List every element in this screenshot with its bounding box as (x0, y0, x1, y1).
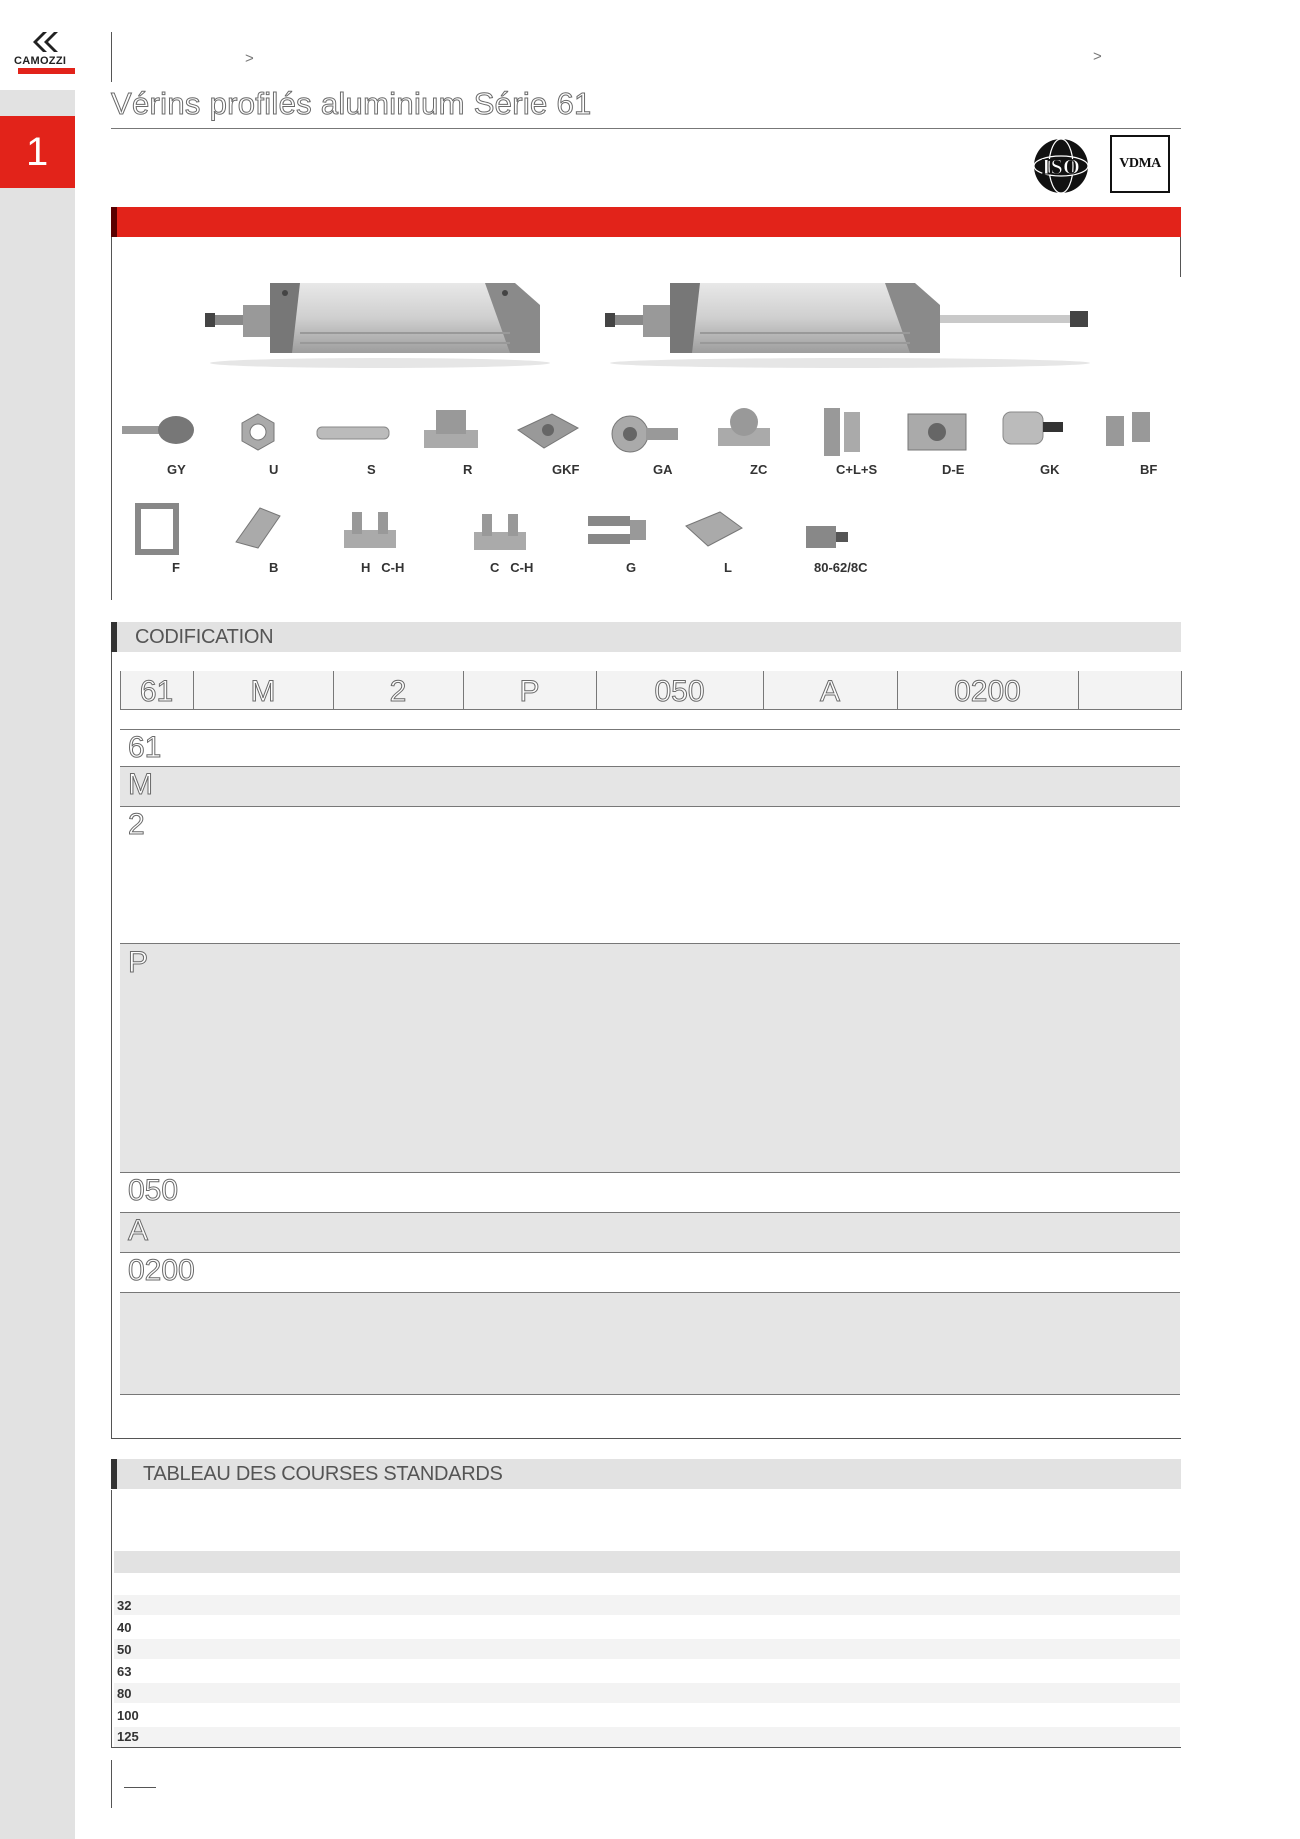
side-strip (0, 0, 75, 1839)
table-row (114, 1617, 1180, 1637)
clevis-cls-icon (818, 402, 866, 460)
accessory-label: GY (167, 462, 186, 477)
cylinder-image (200, 275, 550, 370)
code-row-bg (120, 1212, 1180, 1252)
bore-label: 63 (117, 1664, 132, 1679)
accessory-label: GKF (552, 462, 580, 477)
footer-divider (111, 1760, 112, 1808)
code-row-bg (120, 943, 1180, 1172)
angle-bracket-b-icon (230, 502, 286, 552)
cylinder-extended-image (600, 275, 1100, 370)
logo-underline (18, 68, 75, 74)
accessory-label: U (269, 462, 279, 477)
accessory-label: GK (1040, 462, 1060, 477)
frame-line (1180, 237, 1181, 277)
code-segment-stroke: 0200 (954, 675, 1021, 708)
row-separator (120, 729, 1180, 730)
frame-line (111, 1747, 1181, 1748)
strokes-title: TABLEAU DES COURSES STANDARDS (143, 1463, 503, 1485)
codification-title: CODIFICATION (135, 626, 274, 648)
row-separator (120, 943, 1180, 944)
pin-icon (315, 420, 391, 446)
row-separator (120, 1252, 1180, 1253)
code-row-stroke: 0200 (128, 1254, 195, 1287)
bore-label: 40 (117, 1620, 132, 1635)
feet-bf-icon (1102, 406, 1156, 454)
header-divider (111, 32, 112, 82)
clevis-h-icon (340, 506, 400, 554)
table-row (114, 1683, 1180, 1703)
row-separator (120, 766, 1180, 767)
table-row (114, 1705, 1180, 1725)
frame-line (111, 1438, 1181, 1439)
flange-de-icon (904, 406, 970, 456)
page-title: Vérins profilés aluminium Série 61 (111, 86, 592, 121)
row-separator (120, 1172, 1180, 1173)
row-separator (120, 1212, 1180, 1213)
accessory-label: R (463, 462, 473, 477)
nut-icon (236, 410, 280, 454)
vdma-badge (1110, 135, 1170, 193)
code-row-mounting: M (128, 768, 153, 801)
code-segment-cushioning: P (519, 675, 540, 708)
iso-text: ISO (1042, 154, 1080, 179)
logo-text: CAMOZZI (14, 55, 67, 67)
row-separator (120, 1394, 1180, 1395)
frame-line (111, 237, 112, 600)
code-row-bg (120, 1292, 1180, 1394)
accessory-label: H C-H (361, 560, 405, 575)
code-row-bg (120, 766, 1180, 806)
accessory-label: D-E (942, 462, 965, 477)
adaptor-icon (802, 518, 852, 554)
foot-l-icon (680, 506, 746, 552)
accessory-label: ZC (750, 462, 768, 477)
bore-label: 125 (117, 1729, 139, 1744)
clevis-c-icon (470, 508, 530, 554)
rod-end-gy-icon (118, 410, 204, 450)
title-rule (111, 128, 1181, 129)
chapter-tab[interactable]: 1 (0, 116, 75, 188)
table-row (114, 1595, 1180, 1615)
bore-label: 32 (117, 1598, 132, 1613)
code-segment-series: 61 (139, 675, 174, 708)
code-row-bore: 050 (128, 1174, 179, 1207)
code-row-operation: 2 (128, 808, 145, 841)
product-band (111, 207, 1181, 237)
bore-label: 100 (117, 1708, 139, 1723)
row-separator (120, 806, 1180, 807)
code-segment-bore: 050 (654, 675, 705, 708)
code-segment-variant (1078, 671, 1180, 709)
logo (0, 0, 75, 90)
footer-rule (124, 1787, 156, 1788)
bore-label: 50 (117, 1642, 132, 1657)
bore-label: 80 (117, 1686, 132, 1701)
strokes-table-head (114, 1551, 1180, 1573)
accessory-label: GA (653, 462, 673, 477)
code-row-material: A (128, 1214, 149, 1247)
accessory-label: S (367, 462, 376, 477)
code-row-series: 61 (128, 731, 162, 764)
accessory-label: L (724, 560, 732, 575)
code-row-cushioning: P (128, 946, 149, 979)
accessory-label: C C-H (490, 560, 534, 575)
frame-line (111, 652, 112, 1439)
accessory-label: 80-62/8C (814, 560, 868, 575)
accessory-label: G (626, 560, 637, 575)
camozzi-logo-icon (30, 30, 60, 54)
frame-line (111, 1490, 112, 1748)
table-row (114, 1727, 1180, 1747)
code-segment-material: A (819, 675, 840, 708)
plate-gkf-icon (512, 406, 582, 456)
vdma-text: VDMA (1119, 156, 1161, 171)
accessory-label: F (172, 560, 180, 575)
product-band-marker (111, 207, 117, 237)
accessory-label: C+L+S (836, 462, 878, 477)
rod-eye-ga-icon (606, 408, 682, 456)
accessory-label: BF (1140, 462, 1158, 477)
coupling-gk-icon (995, 406, 1071, 450)
code-segment-mounting: M (250, 675, 276, 708)
fork-g-icon (584, 506, 650, 552)
iso-badge (1032, 137, 1090, 195)
flange-f-icon (132, 500, 182, 558)
mounting-bracket-r-icon (420, 406, 482, 454)
section-marker (111, 622, 117, 652)
accessory-label: B (269, 560, 279, 575)
breadcrumb-separator: > (245, 50, 254, 67)
table-row (114, 1639, 1180, 1659)
breadcrumb-separator: > (1093, 48, 1102, 65)
section-marker (111, 1459, 117, 1489)
trunnion-zc-icon (712, 404, 774, 456)
row-separator (120, 1292, 1180, 1293)
code-segment-operation: 2 (389, 675, 407, 708)
table-row (114, 1661, 1180, 1681)
